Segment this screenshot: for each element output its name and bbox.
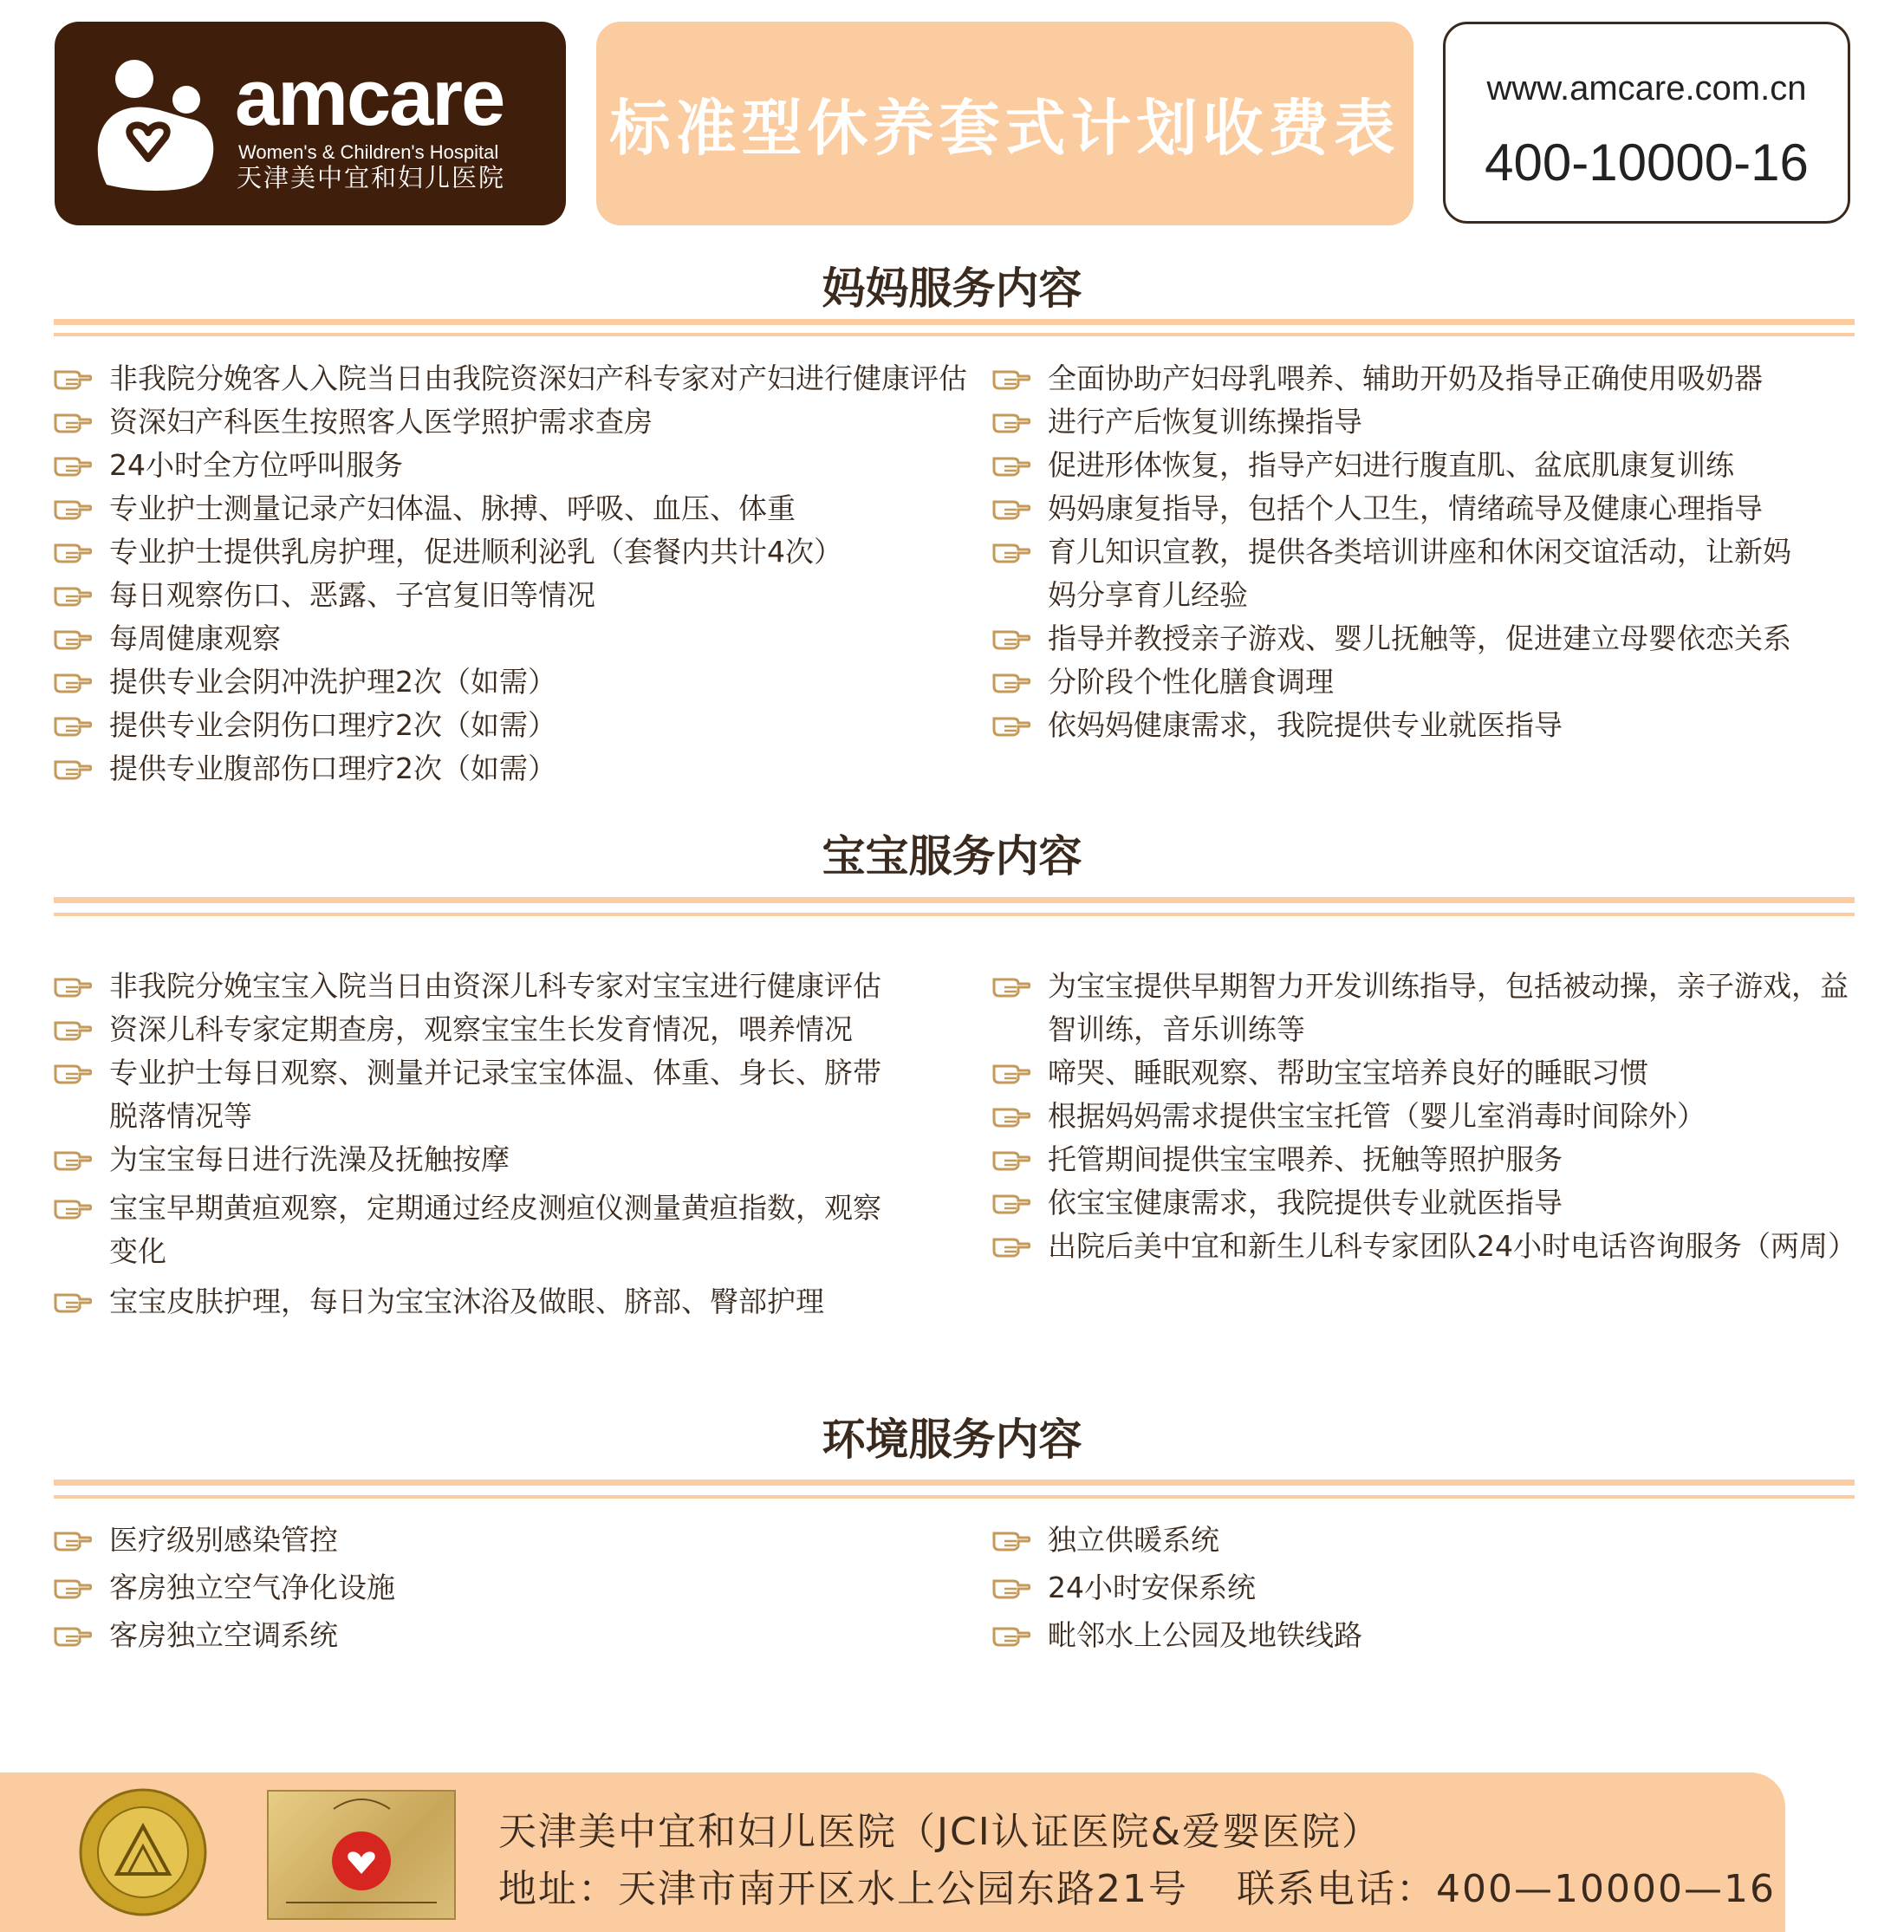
list-item: 育儿知识宣教，提供各类培训讲座和休闲交谊活动，让新妈 — [992, 530, 1859, 574]
pointing-hand-icon — [54, 626, 92, 650]
pointing-hand-icon — [992, 712, 1030, 737]
section-title-baby: 宝宝服务内容 — [822, 831, 1082, 881]
list-item: 专业护士测量记录产妇体温、脉搏、呼吸、血压、体重 — [54, 487, 990, 530]
list-item: 毗邻水上公园及地铁线路 — [992, 1614, 1859, 1657]
footer-address: 地址：天津市南开区水上公园东路21号 — [498, 1867, 1188, 1911]
pointing-hand-icon — [54, 1060, 92, 1084]
list-item: 妈妈康复指导，包括个人卫生，情绪疏导及健康心理指导 — [992, 487, 1859, 530]
pointing-hand-icon — [54, 582, 92, 607]
pointing-hand-icon — [54, 1575, 92, 1599]
contact-box — [1443, 22, 1850, 224]
list-item: 啼哭、睡眠观察、帮助宝宝培养良好的睡眠习惯 — [992, 1051, 1859, 1095]
pointing-hand-icon — [54, 1017, 92, 1041]
list-item: 专业护士每日观察、测量并记录宝宝体温、体重、身长、脐带 — [54, 1051, 990, 1095]
section-divider — [54, 1480, 1855, 1486]
pointing-hand-icon — [992, 1190, 1030, 1214]
pointing-hand-icon — [992, 452, 1030, 477]
list-item: 提供专业腹部伤口理疗2次（如需） — [54, 747, 990, 790]
brand-subtitle: Women's & Children's Hospital — [238, 141, 499, 163]
list-item: 资深妇产科医生按照客人医学照护需求查房 — [54, 400, 990, 444]
pointing-hand-icon — [54, 496, 92, 520]
baby-friendly-heart-icon — [269, 1792, 454, 1918]
list-item: 托管期间提供宝宝喂养、抚触等照护服务 — [992, 1138, 1859, 1181]
list-item: 专业护士提供乳房护理，促进顺利泌乳（套餐内共计4次） — [54, 530, 990, 574]
pointing-hand-icon — [54, 712, 92, 737]
footer — [0, 1773, 1785, 1932]
list-item-continuation: 妈分享育儿经验 — [1048, 578, 1248, 612]
pointing-hand-icon — [54, 669, 92, 693]
list-item: 提供专业会阴冲洗护理2次（如需） — [54, 660, 990, 704]
pointing-hand-icon — [992, 366, 1030, 390]
list-item: 资深儿科专家定期查房，观察宝宝生长发育情况，喂养情况 — [54, 1008, 990, 1051]
pointing-hand-icon — [54, 366, 92, 390]
footer-contact-line — [498, 1857, 1776, 1913]
pointing-hand-icon — [992, 1233, 1030, 1258]
list-item: 每日观察伤口、恶露、子宫复旧等情况 — [54, 574, 990, 617]
list-item: 提供专业会阴伤口理疗2次（如需） — [54, 704, 990, 747]
section-divider — [54, 897, 1855, 903]
list-item: 依妈妈健康需求，我院提供专业就医指导 — [992, 704, 1859, 747]
pointing-hand-icon — [992, 1103, 1030, 1128]
section-title-mom: 妈妈服务内容 — [822, 263, 1082, 314]
pointing-hand-icon — [54, 539, 92, 563]
list-item: 进行产后恢复训练操指导 — [992, 400, 1859, 444]
list-item: 依宝宝健康需求，我院提供专业就医指导 — [992, 1181, 1859, 1225]
pointing-hand-icon — [54, 1147, 92, 1171]
pointing-hand-icon — [54, 452, 92, 477]
pointing-hand-icon — [992, 1147, 1030, 1171]
pointing-hand-icon — [992, 539, 1030, 563]
pointing-hand-icon — [992, 973, 1030, 998]
pointing-hand-icon — [992, 1060, 1030, 1084]
hotline-number[interactable]: 400-10000-16 — [1485, 133, 1809, 192]
pointing-hand-icon — [54, 756, 92, 780]
pointing-hand-icon — [54, 973, 92, 998]
pointing-hand-icon — [992, 669, 1030, 693]
list-item: 24小时全方位呼叫服务 — [54, 444, 990, 487]
brand-chinese-name: 天津美中宜和妇儿医院 — [237, 163, 506, 192]
list-item: 根据妈妈需求提供宝宝托管（婴儿室消毒时间除外） — [992, 1095, 1859, 1138]
brand-name: amcare — [235, 54, 504, 142]
list-item: 分阶段个性化膳食调理 — [992, 660, 1859, 704]
jci-seal-icon — [78, 1787, 208, 1917]
pointing-hand-icon — [54, 1289, 92, 1313]
list-item: 全面协助产妇母乳喂养、辅助开奶及指导正确使用吸奶器 — [992, 357, 1859, 400]
list-item: 24小时安保系统 — [992, 1566, 1859, 1610]
pointing-hand-icon — [54, 409, 92, 433]
logo-panel — [55, 22, 566, 225]
pointing-hand-icon — [54, 1195, 92, 1220]
mother-child-heart-icon — [89, 55, 219, 193]
section-divider — [54, 913, 1855, 916]
section-divider — [54, 319, 1855, 325]
list-item: 独立供暖系统 — [992, 1519, 1859, 1562]
pointing-hand-icon — [992, 1623, 1030, 1647]
pointing-hand-icon — [992, 409, 1030, 433]
list-item: 客房独立空调系统 — [54, 1614, 990, 1657]
list-item: 医疗级别感染管控 — [54, 1519, 990, 1562]
pointing-hand-icon — [54, 1527, 92, 1551]
list-item: 每周健康观察 — [54, 617, 990, 660]
footer-phone[interactable]: 联系电话：400—10000—16 — [1237, 1867, 1776, 1911]
list-item-continuation: 变化 — [109, 1234, 166, 1268]
title-banner — [596, 22, 1413, 225]
list-item: 宝宝早期黄疸观察，定期通过经皮测疸仪测量黄疸指数，观察 — [54, 1187, 990, 1230]
section-title-env: 环境服务内容 — [822, 1415, 1082, 1465]
pointing-hand-icon — [992, 496, 1030, 520]
section-divider — [54, 1495, 1855, 1499]
section-divider — [54, 333, 1855, 336]
list-item: 指导并教授亲子游戏、婴儿抚触等，促进建立母婴依恋关系 — [992, 617, 1859, 660]
list-item: 为宝宝每日进行洗澡及抚触按摩 — [54, 1138, 990, 1181]
pointing-hand-icon — [992, 626, 1030, 650]
pointing-hand-icon — [54, 1623, 92, 1647]
pointing-hand-icon — [992, 1527, 1030, 1551]
page-title: 标准型休养套式计划收费表 — [609, 93, 1400, 164]
list-item-continuation: 智训练，音乐训练等 — [1048, 1012, 1305, 1046]
list-item: 非我院分娩客人入院当日由我院资深妇产科专家对产妇进行健康评估 — [54, 357, 990, 400]
baby-friendly-hospital-badge — [267, 1790, 456, 1920]
footer-hospital-name: 天津美中宜和妇儿医院（JCI认证医院&爱婴医院） — [498, 1810, 1381, 1854]
list-item: 促进形体恢复，指导产妇进行腹直肌、盆底肌康复训练 — [992, 444, 1859, 487]
list-item-continuation: 脱落情况等 — [109, 1099, 252, 1133]
list-item: 宝宝皮肤护理，每日为宝宝沐浴及做眼、脐部、臀部护理 — [54, 1280, 990, 1324]
pointing-hand-icon — [992, 1575, 1030, 1599]
list-item: 非我院分娩宝宝入院当日由资深儿科专家对宝宝进行健康评估 — [54, 965, 990, 1008]
list-item: 为宝宝提供早期智力开发训练指导，包括被动操，亲子游戏，益 — [992, 965, 1859, 1008]
list-item: 出院后美中宜和新生儿科专家团队24小时电话咨询服务（两周） — [992, 1225, 1859, 1268]
website-link[interactable]: www.amcare.com.cn — [1486, 69, 1807, 107]
list-item: 客房独立空气净化设施 — [54, 1566, 990, 1610]
